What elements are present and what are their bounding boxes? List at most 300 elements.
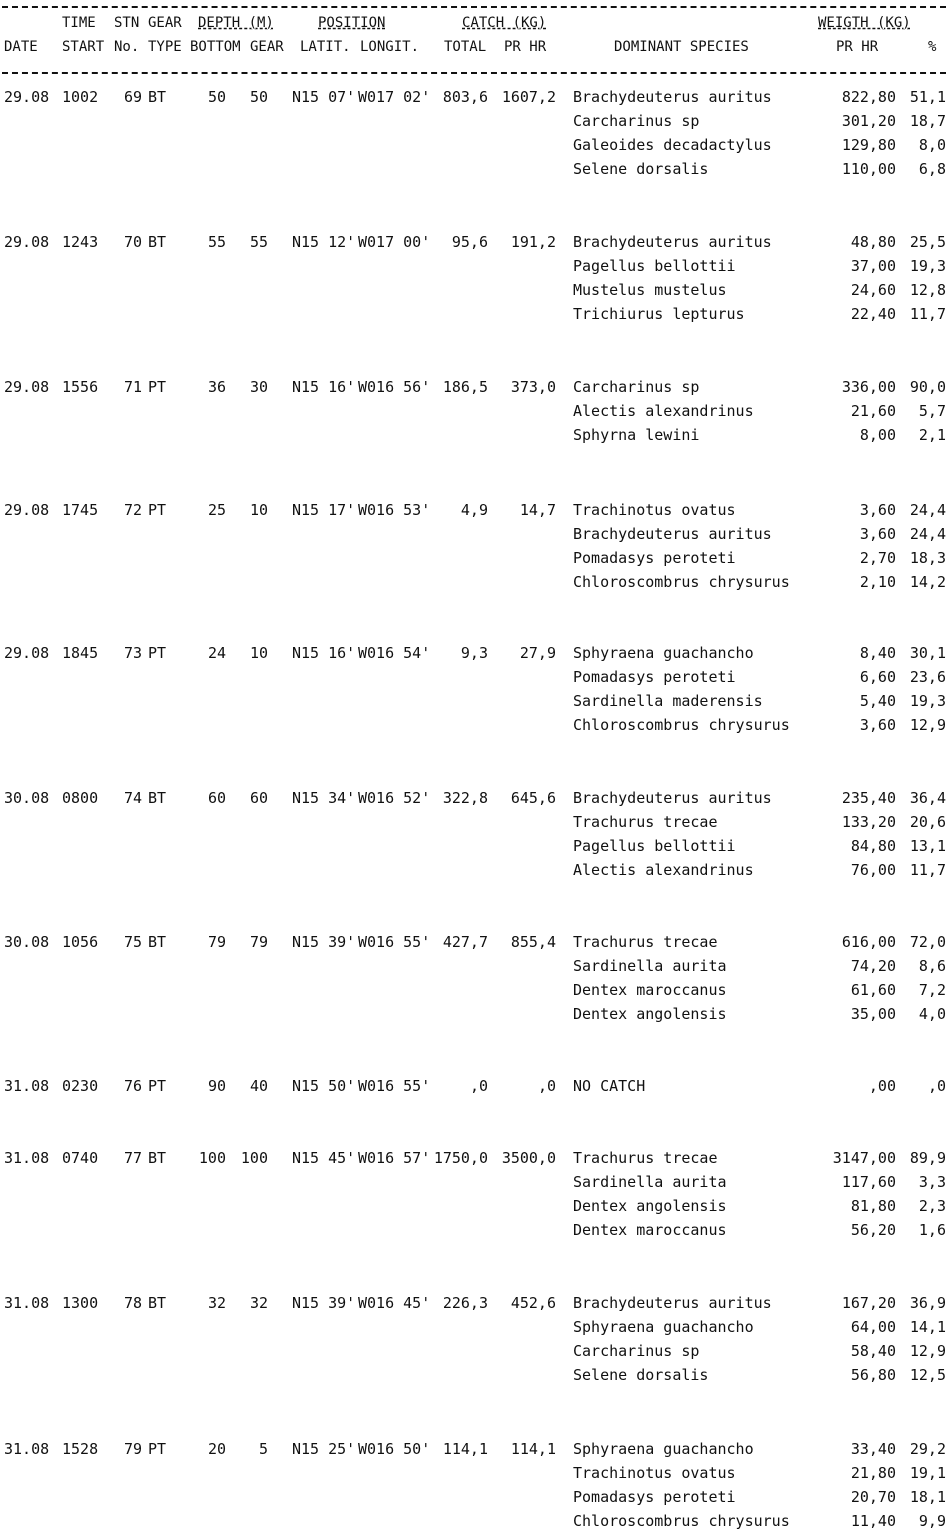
station-longitude: W016 53' <box>358 501 431 519</box>
species-row <box>0 931 950 955</box>
species-row <box>0 134 950 158</box>
species-percent: 4,0 <box>918 1005 946 1023</box>
station-start-time: 1056 <box>62 933 99 951</box>
species-weight-pr-hr: 133,20 <box>841 813 896 831</box>
station-catch-total: 9,3 <box>460 644 488 662</box>
species-weight-pr-hr: 24,60 <box>850 281 896 299</box>
station-number: 69 <box>123 88 142 106</box>
station-gear-depth: 40 <box>249 1077 268 1095</box>
species-weight-pr-hr: 37,00 <box>850 257 896 275</box>
species-percent: 8,0 <box>918 136 946 154</box>
station-latitude: N15 34' <box>292 789 356 807</box>
station-number: 76 <box>123 1077 142 1095</box>
species-name: Chloroscombrus chrysurus <box>573 1512 790 1530</box>
species-name: Alectis alexandrinus <box>573 861 754 879</box>
species-percent: 20,6 <box>909 813 946 831</box>
station-longitude: W016 55' <box>358 933 431 951</box>
station-catch-total: 226,3 <box>442 1294 488 1312</box>
species-weight-pr-hr: 61,60 <box>850 981 896 999</box>
station-catch-pr-hr: 645,6 <box>510 789 556 807</box>
station-start-time: 1300 <box>62 1294 99 1312</box>
species-percent: 7,2 <box>918 981 946 999</box>
species-row <box>0 979 950 1003</box>
species-percent: ,0 <box>927 1077 946 1095</box>
station-longitude: W016 45' <box>358 1294 431 1312</box>
station-latitude: N15 39' <box>292 933 356 951</box>
station-longitude: W017 02' <box>358 88 431 106</box>
species-percent: 18,1 <box>909 1488 946 1506</box>
station-number: 78 <box>123 1294 142 1312</box>
station-date: 29.08 <box>4 233 50 251</box>
station-date: 29.08 <box>4 378 50 396</box>
species-name: Brachydeuterus auritus <box>573 525 772 543</box>
header-dashed-rule <box>2 72 946 74</box>
species-name: Galeoides decadactylus <box>573 136 772 154</box>
species-name: Selene dorsalis <box>573 160 709 178</box>
station-bottom-depth: 25 <box>207 501 226 519</box>
station-catch-pr-hr: 27,9 <box>519 644 556 662</box>
species-percent: 11,7 <box>909 861 946 879</box>
header-gear-depth: GEAR <box>250 39 284 55</box>
species-name: NO CATCH <box>573 1077 646 1095</box>
station-gear-depth: 60 <box>249 789 268 807</box>
species-row <box>0 303 950 327</box>
station-catch-pr-hr: 373,0 <box>510 378 556 396</box>
station-catch-total: 427,7 <box>442 933 488 951</box>
species-percent: 19,3 <box>909 692 946 710</box>
station-gear-type: BT <box>148 88 167 106</box>
species-weight-pr-hr: 5,40 <box>859 692 896 710</box>
species-row <box>0 523 950 547</box>
species-percent: 1,6 <box>918 1221 946 1239</box>
species-weight-pr-hr: 6,60 <box>859 668 896 686</box>
species-name: Brachydeuterus auritus <box>573 789 772 807</box>
station-number: 72 <box>123 501 142 519</box>
station-bottom-depth: 20 <box>207 1440 226 1458</box>
header-date: DATE <box>4 39 38 55</box>
species-weight-pr-hr: 81,80 <box>850 1197 896 1215</box>
station-latitude: N15 50' <box>292 1077 356 1095</box>
species-weight-pr-hr: 56,80 <box>850 1366 896 1384</box>
species-percent: 5,7 <box>918 402 946 420</box>
station-date: 29.08 <box>4 501 50 519</box>
station-block <box>0 1147 950 1243</box>
header-weight-pr-hr: PR HR <box>836 39 879 55</box>
station-bottom-depth: 36 <box>207 378 226 396</box>
species-weight-pr-hr: 110,00 <box>841 160 896 178</box>
species-weight-pr-hr: 35,00 <box>850 1005 896 1023</box>
station-catch-pr-hr: 452,6 <box>510 1294 556 1312</box>
species-weight-pr-hr: 301,20 <box>841 112 896 130</box>
species-name: Trachinotus ovatus <box>573 1464 736 1482</box>
station-gear-depth: 32 <box>249 1294 268 1312</box>
station-gear-depth: 50 <box>249 88 268 106</box>
station-catch-total: 322,8 <box>442 789 488 807</box>
species-name: Pagellus bellottii <box>573 837 736 855</box>
species-name: Sardinella aurita <box>573 1173 727 1191</box>
station-number: 70 <box>123 233 142 251</box>
species-row <box>0 1292 950 1316</box>
species-weight-pr-hr: 8,00 <box>859 426 896 444</box>
species-row <box>0 1075 950 1099</box>
species-name: Dentex maroccanus <box>573 1221 727 1239</box>
station-gear-type: BT <box>148 233 167 251</box>
species-name: Trachurus trecae <box>573 813 718 831</box>
species-row <box>0 1003 950 1027</box>
species-row <box>0 811 950 835</box>
station-bottom-depth: 90 <box>207 1077 226 1095</box>
station-start-time: 1745 <box>62 501 99 519</box>
species-weight-pr-hr: 3,60 <box>859 716 896 734</box>
species-weight-pr-hr: 56,20 <box>850 1221 896 1239</box>
station-gear-depth: 10 <box>249 501 268 519</box>
species-percent: 24,4 <box>909 525 946 543</box>
station-date: 29.08 <box>4 644 50 662</box>
species-name: Chloroscombrus chrysurus <box>573 716 790 734</box>
station-latitude: N15 25' <box>292 1440 356 1458</box>
station-latitude: N15 16' <box>292 378 356 396</box>
header-start: START <box>62 39 105 55</box>
station-gear-type: BT <box>148 933 167 951</box>
station-bottom-depth: 55 <box>207 233 226 251</box>
species-row <box>0 1147 950 1171</box>
species-percent: 25,5 <box>909 233 946 251</box>
species-weight-pr-hr: 3,60 <box>859 501 896 519</box>
header-no: No. <box>114 39 140 55</box>
header-time: TIME <box>62 15 96 31</box>
station-latitude: N15 16' <box>292 644 356 662</box>
species-name: Dentex angolensis <box>573 1197 727 1215</box>
station-number: 79 <box>123 1440 142 1458</box>
species-percent: 12,5 <box>909 1366 946 1384</box>
station-gear-type: PT <box>148 501 167 519</box>
station-number: 75 <box>123 933 142 951</box>
species-name: Pomadasys peroteti <box>573 549 736 567</box>
species-weight-pr-hr: 64,00 <box>850 1318 896 1336</box>
species-name: Carcharinus sp <box>573 378 700 396</box>
species-percent: 19,1 <box>909 1464 946 1482</box>
station-start-time: 1002 <box>62 88 99 106</box>
station-gear-depth: 10 <box>249 644 268 662</box>
station-number: 77 <box>123 1149 142 1167</box>
station-latitude: N15 39' <box>292 1294 356 1312</box>
station-longitude: W016 56' <box>358 378 431 396</box>
station-block <box>0 787 950 883</box>
species-percent: 23,6 <box>909 668 946 686</box>
station-catch-total: 1750,0 <box>433 1149 488 1167</box>
species-weight-pr-hr: 76,00 <box>850 861 896 879</box>
species-weight-pr-hr: 74,20 <box>850 957 896 975</box>
header-dominant-species: DOMINANT SPECIES <box>614 39 749 55</box>
station-date: 30.08 <box>4 933 50 951</box>
station-date: 30.08 <box>4 789 50 807</box>
species-weight-pr-hr: 8,40 <box>859 644 896 662</box>
station-longitude: W016 55' <box>358 1077 431 1095</box>
station-catch-pr-hr: 14,7 <box>519 501 556 519</box>
station-block <box>0 1438 950 1534</box>
species-name: Sardinella aurita <box>573 957 727 975</box>
species-weight-pr-hr: 84,80 <box>850 837 896 855</box>
species-name: Dentex maroccanus <box>573 981 727 999</box>
station-catch-total: 803,6 <box>442 88 488 106</box>
species-row <box>0 1219 950 1243</box>
species-name: Sphyraena guachancho <box>573 1440 754 1458</box>
species-name: Carcharinus sp <box>573 112 700 130</box>
species-row <box>0 255 950 279</box>
species-weight-pr-hr: 235,40 <box>841 789 896 807</box>
species-name: Sardinella maderensis <box>573 692 763 710</box>
species-percent: 72,0 <box>909 933 946 951</box>
station-catch-pr-hr: 114,1 <box>510 1440 556 1458</box>
species-weight-pr-hr: 3147,00 <box>832 1149 896 1167</box>
species-name: Brachydeuterus auritus <box>573 1294 772 1312</box>
station-bottom-depth: 100 <box>198 1149 226 1167</box>
station-gear-depth: 55 <box>249 233 268 251</box>
station-block <box>0 931 950 1027</box>
station-bottom-depth: 60 <box>207 789 226 807</box>
station-latitude: N15 17' <box>292 501 356 519</box>
station-catch-total: ,0 <box>469 1077 488 1095</box>
station-gear-type: PT <box>148 378 167 396</box>
station-number: 73 <box>123 644 142 662</box>
species-name: Carcharinus sp <box>573 1342 700 1360</box>
station-gear-depth: 30 <box>249 378 268 396</box>
species-name: Trachurus trecae <box>573 1149 718 1167</box>
species-percent: 14,2 <box>909 573 946 591</box>
species-row <box>0 110 950 134</box>
species-row <box>0 642 950 666</box>
station-longitude: W016 57' <box>358 1149 431 1167</box>
station-gear-type: PT <box>148 644 167 662</box>
species-row <box>0 400 950 424</box>
species-name: Trichiurus lepturus <box>573 305 745 323</box>
station-number: 71 <box>123 378 142 396</box>
header-bottom: BOTTOM <box>190 39 241 55</box>
species-percent: 13,1 <box>909 837 946 855</box>
species-row <box>0 1171 950 1195</box>
species-row <box>0 787 950 811</box>
species-name: Brachydeuterus auritus <box>573 233 772 251</box>
species-percent: 18,3 <box>909 549 946 567</box>
species-percent: 9,9 <box>918 1512 946 1530</box>
species-weight-pr-hr: 48,80 <box>850 233 896 251</box>
species-row <box>0 1316 950 1340</box>
header-weight: WEIGTH (KG) <box>818 15 911 31</box>
station-longitude: W016 50' <box>358 1440 431 1458</box>
station-start-time: 0740 <box>62 1149 99 1167</box>
species-weight-pr-hr: 33,40 <box>850 1440 896 1458</box>
species-name: Selene dorsalis <box>573 1366 709 1384</box>
station-catch-total: 4,9 <box>460 501 488 519</box>
station-date: 31.08 <box>4 1294 50 1312</box>
header-position: POSITION <box>318 15 386 31</box>
species-row <box>0 1462 950 1486</box>
species-weight-pr-hr: 11,40 <box>850 1512 896 1530</box>
station-block <box>0 376 950 472</box>
species-row <box>0 714 950 738</box>
species-row <box>0 1510 950 1534</box>
species-percent: 11,7 <box>909 305 946 323</box>
species-row <box>0 1340 950 1364</box>
species-name: Trachinotus ovatus <box>573 501 736 519</box>
station-gear-type: PT <box>148 1440 167 1458</box>
header-catch: CATCH (KG) <box>462 15 547 31</box>
species-percent: 29,2 <box>909 1440 946 1458</box>
station-number: 74 <box>123 789 142 807</box>
species-row <box>0 835 950 859</box>
species-row <box>0 571 950 595</box>
header-gear: GEAR <box>148 15 182 31</box>
species-row <box>0 666 950 690</box>
species-weight-pr-hr: 58,40 <box>850 1342 896 1360</box>
species-percent: 89,9 <box>909 1149 946 1167</box>
station-catch-pr-hr: 3500,0 <box>501 1149 556 1167</box>
station-block <box>0 1292 950 1388</box>
species-row <box>0 690 950 714</box>
species-percent: 12,8 <box>909 281 946 299</box>
species-name: Pomadasys peroteti <box>573 668 736 686</box>
station-start-time: 1528 <box>62 1440 99 1458</box>
station-date: 31.08 <box>4 1440 50 1458</box>
species-weight-pr-hr: 129,80 <box>841 136 896 154</box>
header-stn: STN <box>114 15 140 31</box>
species-percent: 51,1 <box>909 88 946 106</box>
station-date: 29.08 <box>4 88 50 106</box>
station-gear-type: BT <box>148 1294 167 1312</box>
station-longitude: W017 00' <box>358 233 431 251</box>
station-bottom-depth: 24 <box>207 644 226 662</box>
species-percent: 36,9 <box>909 1294 946 1312</box>
species-name: Mustelus mustelus <box>573 281 727 299</box>
species-weight-pr-hr: 21,60 <box>850 402 896 420</box>
species-name: Sphyraena guachancho <box>573 1318 754 1336</box>
station-gear-depth: 79 <box>249 933 268 951</box>
station-gear-depth: 5 <box>258 1440 268 1458</box>
station-bottom-depth: 32 <box>207 1294 226 1312</box>
species-weight-pr-hr: 22,40 <box>850 305 896 323</box>
species-row <box>0 1438 950 1462</box>
station-date: 31.08 <box>4 1149 50 1167</box>
species-weight-pr-hr: 20,70 <box>850 1488 896 1506</box>
station-start-time: 0800 <box>62 789 99 807</box>
species-name: Pomadasys peroteti <box>573 1488 736 1506</box>
header-catch-pr-hr: PR HR <box>504 39 547 55</box>
species-row <box>0 1195 950 1219</box>
station-gear-type: BT <box>148 1149 167 1167</box>
header-longit: LONGIT. <box>360 39 420 55</box>
station-catch-total: 114,1 <box>442 1440 488 1458</box>
species-row <box>0 279 950 303</box>
station-catch-pr-hr: 855,4 <box>510 933 556 951</box>
species-name: Sphyraena guachancho <box>573 644 754 662</box>
top-dashed-rule <box>2 6 946 8</box>
station-latitude: N15 07' <box>292 88 356 106</box>
species-name: Sphyrna lewini <box>573 426 700 444</box>
species-row <box>0 376 950 400</box>
station-start-time: 0230 <box>62 1077 99 1095</box>
species-percent: 36,4 <box>909 789 946 807</box>
species-percent: 24,4 <box>909 501 946 519</box>
species-percent: 18,7 <box>909 112 946 130</box>
species-percent: 2,1 <box>918 426 946 444</box>
station-catch-pr-hr: ,0 <box>537 1077 556 1095</box>
station-start-time: 1243 <box>62 233 99 251</box>
station-catch-total: 186,5 <box>442 378 488 396</box>
station-gear-type: PT <box>148 1077 167 1095</box>
species-row <box>0 547 950 571</box>
species-row <box>0 424 950 448</box>
species-row <box>0 1364 950 1388</box>
species-weight-pr-hr: 21,80 <box>850 1464 896 1482</box>
species-percent: 3,3 <box>918 1173 946 1191</box>
station-longitude: W016 54' <box>358 644 431 662</box>
species-row <box>0 499 950 523</box>
species-name: Alectis alexandrinus <box>573 402 754 420</box>
species-weight-pr-hr: 117,60 <box>841 1173 896 1191</box>
station-block <box>0 231 950 327</box>
header-percent: % <box>928 39 937 55</box>
station-date: 31.08 <box>4 1077 50 1095</box>
species-row <box>0 955 950 979</box>
species-percent: 12,9 <box>909 716 946 734</box>
species-row <box>0 1486 950 1510</box>
species-weight-pr-hr: 822,80 <box>841 88 896 106</box>
header-type: TYPE <box>148 39 182 55</box>
header-latit: LATIT. <box>300 39 351 55</box>
station-block <box>0 642 950 738</box>
species-percent: 90,0 <box>909 378 946 396</box>
species-row <box>0 86 950 110</box>
station-gear-depth: 100 <box>240 1149 268 1167</box>
species-row <box>0 231 950 255</box>
species-weight-pr-hr: 2,70 <box>859 549 896 567</box>
species-row <box>0 859 950 883</box>
species-name: Pagellus bellottii <box>573 257 736 275</box>
species-weight-pr-hr: 3,60 <box>859 525 896 543</box>
species-name: Brachydeuterus auritus <box>573 88 772 106</box>
station-gear-type: BT <box>148 789 167 807</box>
station-block <box>0 499 950 595</box>
station-catch-total: 95,6 <box>451 233 488 251</box>
species-percent: 2,3 <box>918 1197 946 1215</box>
species-weight-pr-hr: 336,00 <box>841 378 896 396</box>
station-start-time: 1845 <box>62 644 99 662</box>
species-percent: 14,1 <box>909 1318 946 1336</box>
station-block <box>0 86 950 182</box>
species-weight-pr-hr: 616,00 <box>841 933 896 951</box>
station-bottom-depth: 79 <box>207 933 226 951</box>
species-weight-pr-hr: ,00 <box>868 1077 896 1095</box>
station-longitude: W016 52' <box>358 789 431 807</box>
species-name: Dentex angolensis <box>573 1005 727 1023</box>
species-percent: 6,8 <box>918 160 946 178</box>
station-catch-pr-hr: 191,2 <box>510 233 556 251</box>
station-bottom-depth: 50 <box>207 88 226 106</box>
station-latitude: N15 12' <box>292 233 356 251</box>
species-name: Trachurus trecae <box>573 933 718 951</box>
species-row <box>0 158 950 182</box>
station-start-time: 1556 <box>62 378 99 396</box>
species-weight-pr-hr: 167,20 <box>841 1294 896 1312</box>
species-percent: 19,3 <box>909 257 946 275</box>
species-percent: 12,9 <box>909 1342 946 1360</box>
header-total: TOTAL <box>444 39 487 55</box>
species-name: Chloroscombrus chrysurus <box>573 573 790 591</box>
header-depth: DEPTH (M) <box>198 15 274 31</box>
station-latitude: N15 45' <box>292 1149 356 1167</box>
station-catch-pr-hr: 1607,2 <box>501 88 556 106</box>
species-percent: 30,1 <box>909 644 946 662</box>
